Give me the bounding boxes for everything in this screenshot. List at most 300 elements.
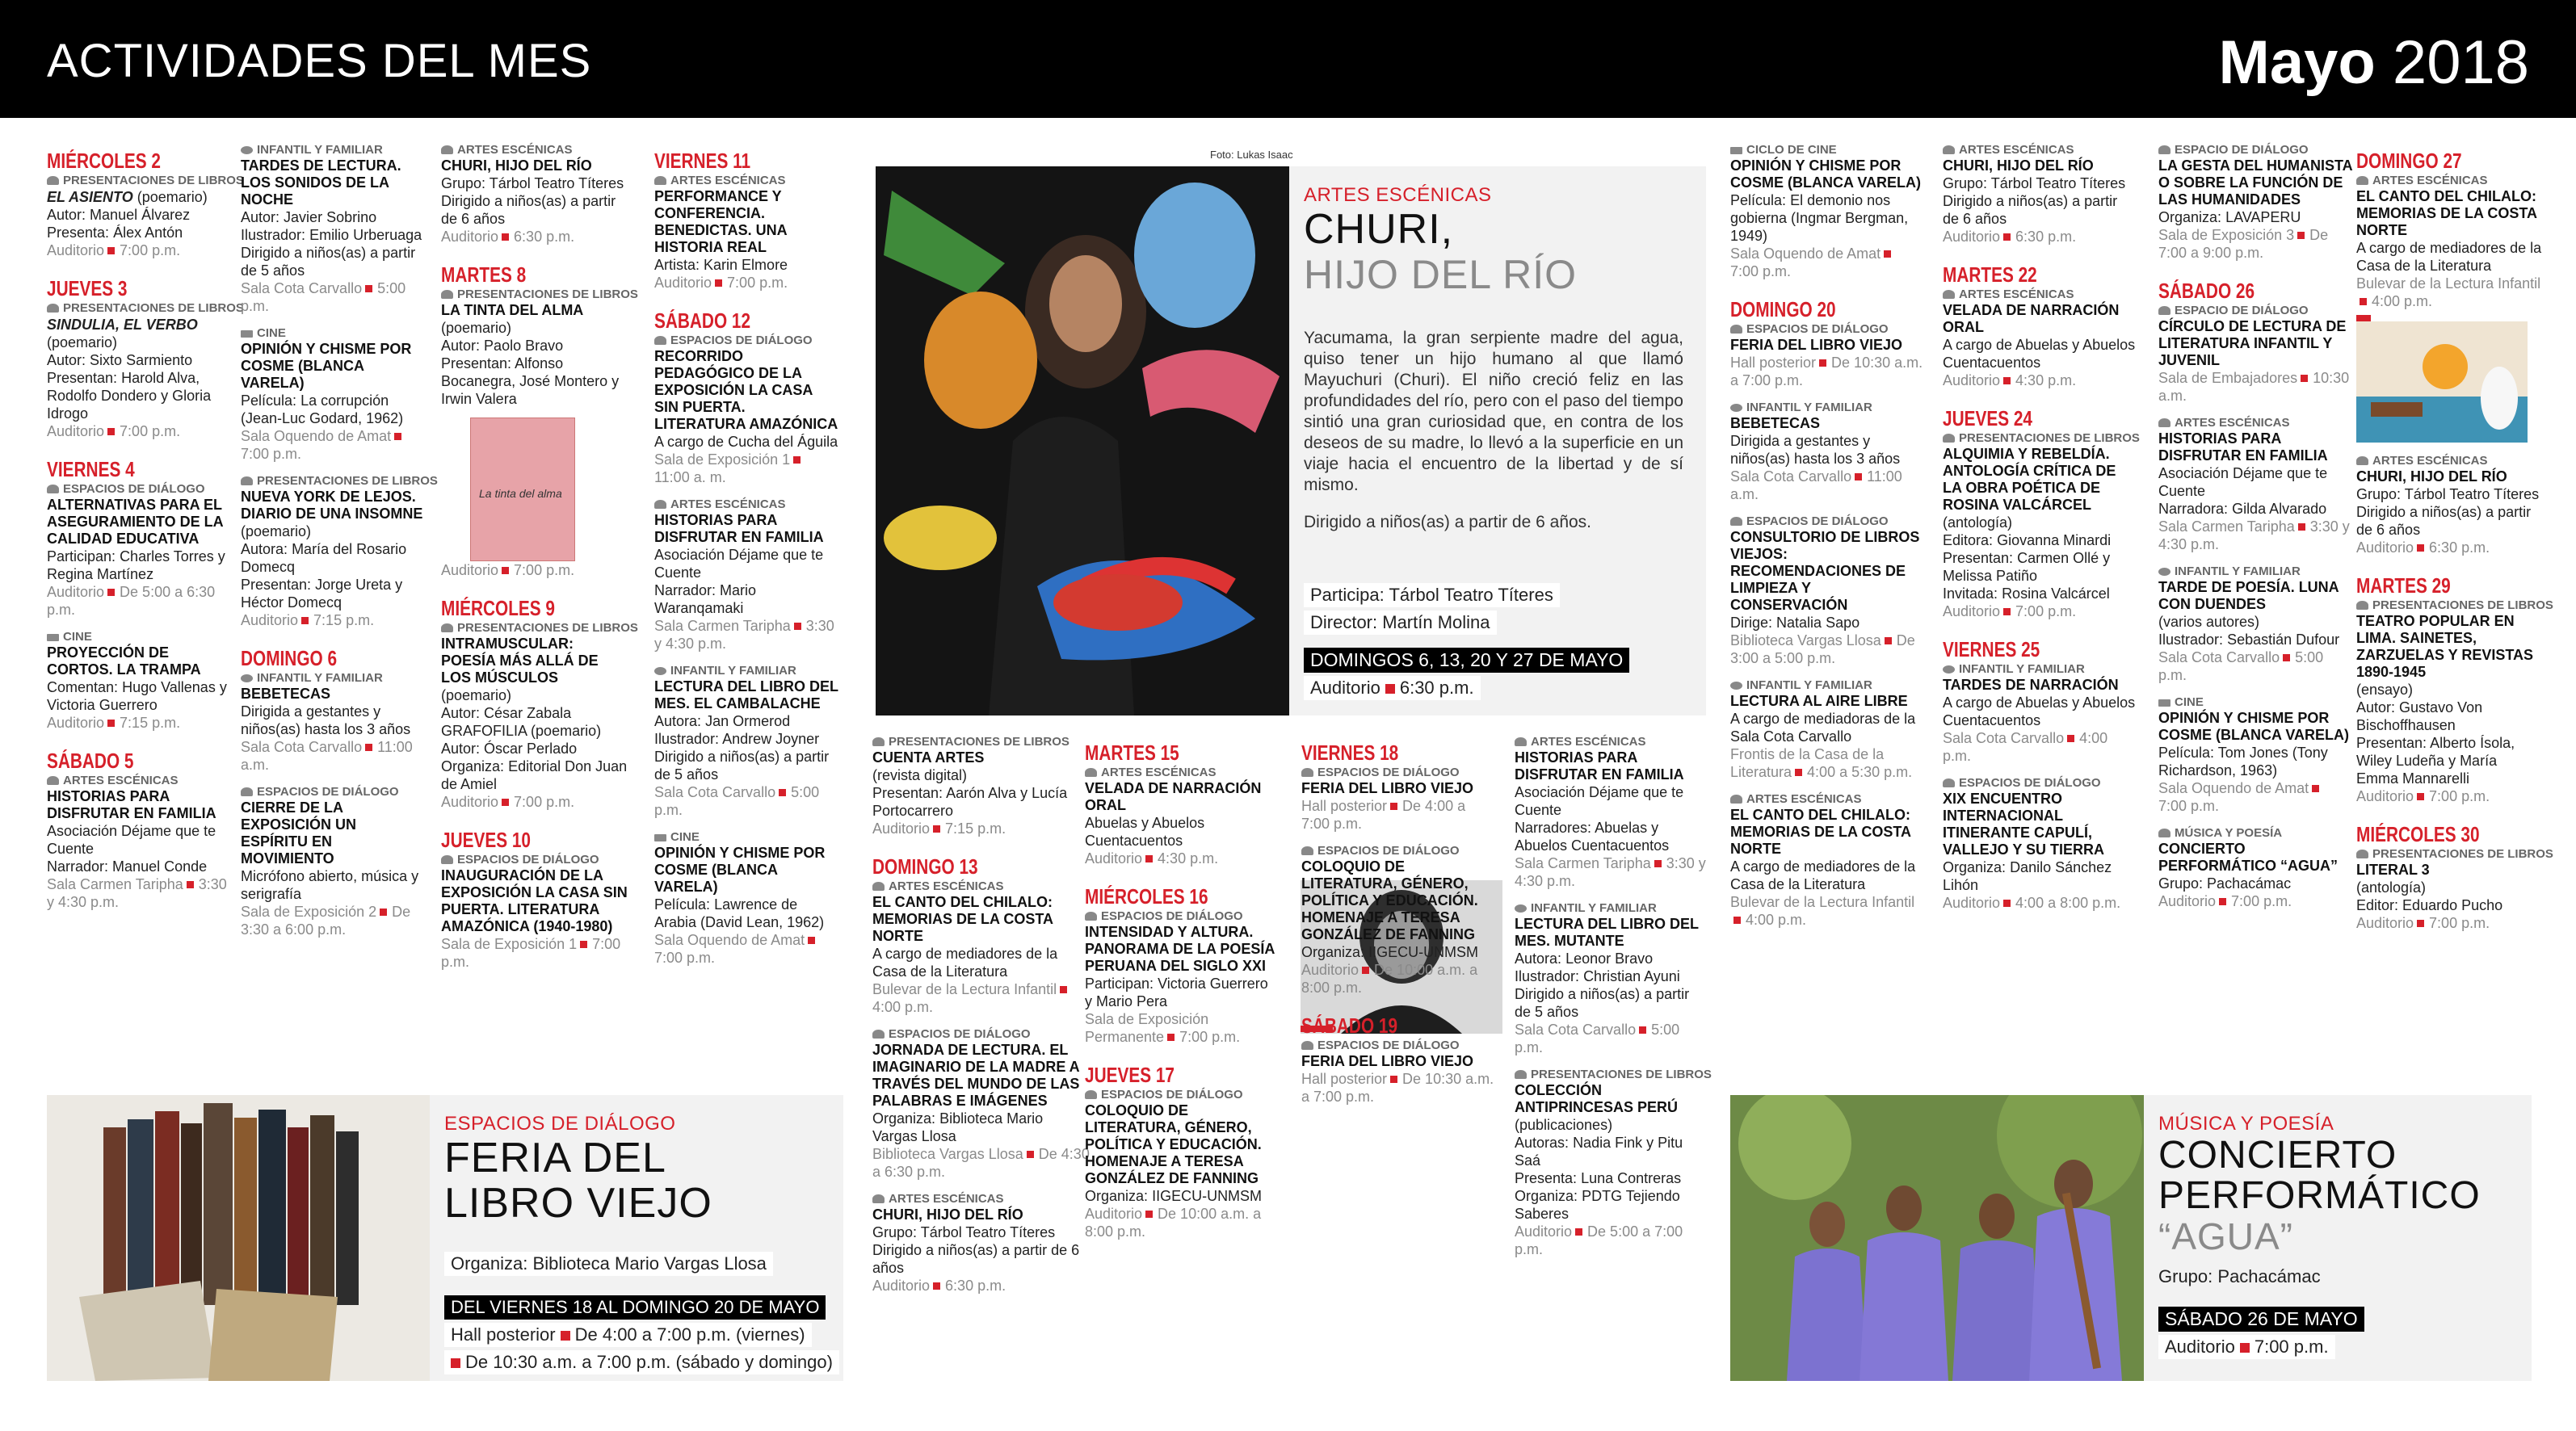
- event-detail: Presentan: Aarón Alva y Lucía Portocarrero: [872, 785, 1068, 819]
- category-icon: [47, 176, 59, 185]
- event-location: Sala Oquendo de Amat7:00 p.m.: [241, 427, 427, 463]
- event-title: INAUGURACIÓN DE LA EXPOSICIÓN LA CASA SIN PUERTA. LITERATURA AMAZÓNICA (1940-1980): [441, 867, 628, 934]
- event-detail: Dirigido a niños(as) a partir de 5 años: [241, 245, 416, 279]
- event-location: Auditorio 7:00 p.m.: [47, 242, 181, 258]
- feature-director: Director: Martín Molina: [1304, 611, 1497, 635]
- event-item: [2158, 416, 2352, 553]
- event-detail: Película: Tom Jones (Tony Richardson, 1963): [2158, 745, 2328, 778]
- churi-feature: [1289, 166, 1706, 716]
- event-day: MIÉRCOLES 16: [1085, 884, 1208, 909]
- event-detail: EL ASIENTO (poemario): [47, 189, 208, 205]
- event-location: Auditorio 4:30 p.m.: [1085, 850, 1219, 867]
- event-item: [1943, 776, 2137, 912]
- feature-title: CONCIERTO: [2158, 1134, 2397, 1177]
- event-category: PRESENTACIONES DE LIBROS: [441, 287, 628, 302]
- event-detail: Presentan: Harold Alva, Rodolfo Dondero y Gloria Idrogo: [47, 370, 212, 422]
- event-detail: A cargo de Abuelas y Abuelos Cuentacuentos: [1943, 695, 2136, 728]
- event-day: MIÉRCOLES 9: [441, 596, 555, 620]
- event-detail: Ilustrador: Sebastián Dufour: [2158, 632, 2340, 648]
- event-detail: (poemario): [47, 334, 118, 350]
- month-year: [2219, 27, 2529, 98]
- event-detail: Narradora: Gilda Alvarado: [2158, 501, 2327, 517]
- film-icon: [47, 634, 59, 641]
- event-location: Biblioteca Vargas Llosa De 3:00 a 5:00 p.m.: [1730, 632, 1915, 666]
- event-detail: Dirigida a gestantes y niños(as) hasta los 3 años: [241, 703, 411, 737]
- event-day: DOMINGO 13: [872, 854, 978, 879]
- event-title: EL CANTO DEL CHILALO: MEMORIAS DE LA COSTA NORTE: [1730, 807, 1911, 857]
- event-detail: GRAFOFILIA (poemario): [441, 723, 602, 739]
- event-detail: Asociación Déjame que te Cuente: [1515, 784, 1684, 818]
- event-item: [241, 143, 427, 315]
- event-detail: Editora: Giovanna Minardi: [1943, 532, 2112, 548]
- event-title: BEBETECAS: [1730, 415, 1821, 431]
- event-item: [872, 1027, 1090, 1181]
- feature-category: ESPACIOS DE DIÁLOGO: [444, 1113, 676, 1135]
- event-category: ARTES ESCÉNICAS: [2356, 174, 2542, 188]
- event-detail: (revista digital): [872, 767, 968, 783]
- category-icon: [241, 787, 253, 796]
- event-location: Sala Cota Carvallo 11:00 a.m.: [1730, 468, 1902, 502]
- event-item: [241, 671, 427, 774]
- event-category: ARTES ESCÉNICAS: [2158, 416, 2352, 430]
- event-title: VELADA DE NARRACIÓN ORAL: [1943, 302, 2120, 335]
- event-location: Sala Carmen Taripha 3:30 y 4:30 p.m.: [1515, 855, 1706, 889]
- event-category: ESPACIOS DE DIÁLOGO: [654, 334, 840, 348]
- event-category: ESPACIOS DE DIÁLOGO: [1301, 766, 1495, 780]
- event-detail: A cargo de Abuelas y Abuelos Cuentacuentos: [1943, 337, 2136, 371]
- event-detail: Grupo: Tárbol Teatro Títeres: [872, 1224, 1056, 1240]
- family-icon: [241, 674, 253, 682]
- event-title: TARDES DE NARRACIÓN: [1943, 677, 2119, 693]
- event-location: Sala de Exposición 3 De 7:00 a 9:00 p.m.: [2158, 227, 2329, 261]
- event-category: PRESENTACIONES DE LIBROS: [241, 474, 427, 489]
- event-detail: Dirigido a niños(as) a partir de 6 años: [441, 193, 616, 227]
- book-cover: La tinta del alma: [470, 418, 575, 561]
- event-detail: A cargo de mediadores de la Casa de la Literatura: [872, 946, 1058, 980]
- event-title: LA TINTA DEL ALMA: [441, 302, 584, 318]
- event-detail: Organiza: IIGECU-UNMSM: [1085, 1188, 1263, 1204]
- event-detail: Autora: Leonor Bravo: [1515, 951, 1654, 967]
- event-location: Frontis de la Casa de la Literatura 4:00 a 5:30 p.m.: [1730, 746, 1913, 780]
- event-title: ALQUIMIA Y REBELDÍA. ANTOLOGÍA CRÍTICA DE LA OBRA POÉTICA DE ROSINA VALCÁRCEL: [1943, 446, 2116, 513]
- family-icon: [241, 146, 253, 154]
- event-detail: Autor: César Zabala: [441, 705, 572, 721]
- category-icon: [1301, 846, 1313, 855]
- event-item: [1730, 322, 1924, 389]
- event-detail: Autora: María del Rosario Domecq: [241, 541, 407, 575]
- event-item: [47, 301, 244, 440]
- event-title: HISTORIAS PARA DISFRUTAR EN FAMILIA: [2158, 430, 2328, 464]
- feature-age: Dirigido a niños(as) a partir de 6 años.: [1304, 513, 1592, 531]
- category-icon: [2356, 176, 2368, 185]
- event-location: Auditorio 6:30 p.m.: [1943, 229, 2077, 245]
- event-item: [654, 174, 840, 292]
- event-location: Auditorio De 10:00 a.m. a 8:00 p.m.: [1085, 1206, 1262, 1240]
- event-title: CHURI, HIJO DEL RÍO: [2356, 468, 2507, 485]
- event-day: JUEVES 3: [47, 276, 128, 300]
- event-item: [1301, 766, 1495, 833]
- event-detail: Dirigido a niños(as) a partir de 6 años: [2356, 504, 2532, 538]
- event-location: Sala de Exposición 2 De 3:30 a 6:00 p.m.: [241, 904, 411, 938]
- event-item: [441, 287, 638, 579]
- event-detail: Asociación Déjame que te Cuente: [47, 823, 216, 857]
- feature-title-3: “AGUA”: [2158, 1215, 2293, 1257]
- event-location: Sala de Exposición 1 7:00 p.m.: [441, 936, 621, 970]
- event-day: MIÉRCOLES 30: [2356, 822, 2480, 846]
- event-detail: Película: El demonio nos gobierna (Ingmar Bergman, 1949): [1730, 192, 1909, 244]
- event-category: PRESENTACIONES DE LIBROS: [1943, 431, 2137, 446]
- event-column: [47, 132, 244, 911]
- event-detail: Abuelas y Abuelos Cuentacuentos: [1085, 815, 1205, 849]
- event-location: Sala Cota Carvallo 11:00 a.m.: [241, 739, 413, 773]
- chilalo-illustration: [2356, 321, 2528, 443]
- event-item: [47, 482, 233, 619]
- event-title: ALTERNATIVAS PARA EL ASEGURAMIENTO DE LA CALIDAD EDUCATIVA: [47, 497, 224, 547]
- event-category: ARTES ESCÉNICAS: [1730, 792, 1924, 807]
- category-icon: [1515, 1070, 1527, 1079]
- event-category: CINE: [241, 326, 427, 341]
- category-icon: [654, 336, 666, 345]
- category-icon: [1515, 737, 1527, 746]
- churi-photo: [876, 166, 1289, 716]
- event-title: LECTURA AL AIRE LIBRE: [1730, 693, 1908, 709]
- category-icon: [441, 290, 453, 299]
- category-icon: [441, 855, 453, 864]
- event-item: [1085, 909, 1279, 1046]
- event-category: ESPACIOS DE DIÁLOGO: [1301, 1039, 1495, 1053]
- feature-body: Yacumama, la gran serpiente madre del agua, quiso tener un hijo humano al que llamó Mayuchuri (Churi). El niño creció feliz en las profundidades del río, pero con el paso del tiempo sintió una gran curiosidad que, en contra de los deseos de su madre, lo llevó a la superficie en un viaje hacia el encuentro de la libertad y de sí mismo.: [1304, 329, 1683, 494]
- event-title: XIX ENCUENTRO INTERNACIONAL ITINERANTE CAPULÍ, VALLEJO Y SU TIERRA: [1943, 791, 2105, 858]
- feature-time-2: De 10:30 a.m. a 7:00 p.m. (sábado y domingo): [444, 1350, 839, 1374]
- event-category: CINE: [47, 630, 233, 644]
- event-category: INFANTIL Y FAMILIAR: [241, 671, 427, 686]
- category-icon: [872, 1030, 885, 1039]
- event-item: [241, 474, 438, 629]
- event-category: ARTES ESCÉNICAS: [1085, 766, 1279, 780]
- category-icon: [1943, 434, 1955, 443]
- event-location: Auditorio 6:30 p.m.: [2356, 539, 2490, 556]
- event-detail: Dirigida a gestantes y niños(as) hasta los 3 años: [1730, 433, 1901, 467]
- category-icon: [441, 145, 453, 154]
- event-day: VIERNES 4: [47, 457, 135, 481]
- category-icon: [872, 737, 885, 746]
- event-category: ARTES ESCÉNICAS: [2356, 454, 2542, 468]
- event-item: [872, 1192, 1090, 1295]
- event-title: PROYECCIÓN DE CORTOS. LA TRAMPA: [47, 644, 201, 678]
- event-title: OPINIÓN Y CHISME POR COSME (BLANCA VARELA): [1730, 157, 1921, 191]
- event-detail: Presentan: Carmen Ollé y Melissa Patiño: [1943, 550, 2111, 584]
- month: Mayo: [2218, 28, 2376, 97]
- event-item: [441, 143, 628, 245]
- event-detail: Autor: Óscar Perlado: [441, 741, 578, 757]
- event-detail: Autor: Paolo Bravo: [441, 338, 564, 354]
- event-item: [1943, 287, 2137, 389]
- event-detail: Grupo: Tárbol Teatro Títeres: [441, 175, 624, 191]
- event-category: INFANTIL Y FAMILIAR: [241, 143, 427, 157]
- event-item: [2356, 454, 2542, 556]
- event-title: OPINIÓN Y CHISME POR COSME (BLANCA VARELA): [241, 341, 412, 391]
- feature-time-1: Hall posterior De 4:00 a 7:00 p.m. (viernes): [444, 1323, 812, 1347]
- feature-participa: Participa: Tárbol Teatro Títeres: [1304, 583, 1560, 607]
- event-detail: Organiza: Biblioteca Mario Vargas Llosa: [872, 1110, 1044, 1144]
- event-day: JUEVES 17: [1085, 1063, 1175, 1087]
- category-icon: [241, 476, 253, 485]
- event-detail: Presentan: Jorge Ureta y Héctor Domecq: [241, 577, 403, 611]
- event-location: Auditorio 7:00 p.m.: [2158, 893, 2292, 909]
- event-day: VIERNES 25: [1943, 637, 2040, 661]
- event-title: NUEVA YORK DE LEJOS. DIARIO DE UNA INSOMNE: [241, 489, 423, 522]
- feature-dates: DEL VIERNES 18 AL DOMINGO 20 DE MAYO: [444, 1295, 826, 1320]
- event-location: Sala Cota Carvallo 5:00 p.m.: [2158, 649, 2324, 683]
- event-day: SÁBADO 5: [47, 749, 134, 773]
- event-location: Auditorio 4:30 p.m.: [1943, 372, 2077, 388]
- family-icon: [654, 667, 666, 675]
- event-detail: (antología): [1943, 514, 2013, 531]
- event-detail: Participan: Victoria Guerrero y Mario Pera: [1085, 976, 1268, 1009]
- feature-category: MÚSICA Y POESÍA: [2158, 1113, 2334, 1135]
- event-category: ARTES ESCÉNICAS: [1943, 287, 2137, 302]
- event-location: Biblioteca Vargas Llosa De 4:30 a 6:30 p.m.: [872, 1146, 1090, 1180]
- year: 2018: [2392, 28, 2529, 97]
- event-detail: Presentan: Alberto Ísola, Wiley Ludeña y María Emma Mannarelli: [2356, 735, 2515, 787]
- event-location: Sala Carmen Taripha 3:30 y 4:30 p.m.: [2158, 518, 2350, 552]
- event-category: ESPACIOS DE DIÁLOGO: [441, 853, 628, 867]
- film-icon: [654, 834, 666, 841]
- event-title: INTENSIDAD Y ALTURA. PANORAMA DE LA POESÍA PERUANA DEL SIGLO XXI: [1085, 924, 1275, 974]
- event-item: [2158, 826, 2352, 910]
- feature-organiza: Organiza: Biblioteca Mario Vargas Llosa: [444, 1252, 773, 1276]
- event-title: TARDE DE POESÍA. LUNA CON DUENDES: [2158, 579, 2339, 612]
- event-item: [654, 664, 840, 819]
- event-column: [241, 132, 438, 938]
- event-item: [1301, 844, 1495, 997]
- event-detail: Grupo: Tárbol Teatro Títeres: [1943, 175, 2126, 191]
- event-item: [441, 621, 638, 811]
- category-icon: [2158, 829, 2170, 837]
- event-location: Sala de Exposición Permanente 7:00 p.m.: [1085, 1011, 1241, 1045]
- event-location: Auditorio 7:15 p.m.: [241, 612, 375, 628]
- event-detail: Autor: Javier Sobrino: [241, 209, 377, 225]
- event-category: INFANTIL Y FAMILIAR: [654, 664, 840, 678]
- event-title: TEATRO POPULAR EN LIMA. SAINETES, ZARZUELAS Y REVISTAS 1890-1945: [2356, 613, 2534, 680]
- event-column: [1301, 724, 1495, 1106]
- event-item: [1730, 143, 1924, 280]
- category-icon: [1085, 1090, 1097, 1099]
- event-detail: Editor: Eduardo Pucho: [2356, 897, 2503, 913]
- event-item: [47, 630, 233, 732]
- event-category: INFANTIL Y FAMILIAR: [2158, 564, 2352, 579]
- feature-venue: Auditorio 6:30 p.m.: [1304, 676, 1481, 700]
- event-detail: Dirigido a niños(as) a partir de 5 años: [1515, 986, 1690, 1020]
- event-detail: Narradores: Abuelas y Abuelos Cuentacuentos: [1515, 820, 1670, 854]
- event-category: ESPACIOS DE DIÁLOGO: [1730, 514, 1924, 529]
- event-title: COLECCIÓN ANTIPRINCESAS PERÚ: [1515, 1082, 1679, 1115]
- family-icon: [2158, 568, 2170, 576]
- event-location: Hall posterior De 10:30 a.m. a 7:00 p.m.: [1301, 1071, 1494, 1105]
- event-item: [2356, 598, 2553, 805]
- event-item: [654, 830, 840, 967]
- event-item: [47, 174, 244, 259]
- category-icon: [2158, 418, 2170, 427]
- event-day: MARTES 29: [2356, 573, 2451, 598]
- event-day: VIERNES 11: [654, 149, 751, 173]
- category-icon: [1301, 768, 1313, 777]
- event-category: ARTES ESCÉNICAS: [441, 143, 628, 157]
- event-detail: Organiza: Danilo Sánchez Lihón: [1943, 859, 2112, 893]
- event-category: INFANTIL Y FAMILIAR: [1943, 662, 2137, 677]
- event-item: [2158, 695, 2352, 815]
- category-icon: [1085, 912, 1097, 921]
- event-category: ESPACIOS DE DIÁLOGO: [241, 785, 427, 799]
- event-location: Sala Oquendo de Amat7:00 p.m.: [1730, 245, 1924, 280]
- event-day: SÁBADO 12: [654, 308, 751, 333]
- event-item: [47, 774, 233, 911]
- event-detail: (antología): [2356, 879, 2427, 896]
- event-detail: Dirige: Natalia Sapo: [1730, 615, 1860, 631]
- event-title: FERIA DEL LIBRO VIEJO: [1301, 780, 1474, 796]
- event-location: Auditorio De 5:00 a 6:30 p.m.: [47, 584, 216, 618]
- event-detail: Ilustrador: Andrew Joyner: [654, 731, 820, 747]
- event-item: [2356, 174, 2542, 443]
- event-column: [2356, 132, 2553, 932]
- feature-title-2: PERFORMÁTICO: [2158, 1174, 2481, 1217]
- event-location: Auditorio 7:00 p.m.: [2356, 915, 2490, 931]
- event-detail: Narrador: Manuel Conde: [47, 858, 208, 875]
- event-detail: Presentan: Alfonso Bocanegra, José Montero y Irwin Valera: [441, 355, 620, 407]
- feature-title: FERIA DEL: [444, 1135, 666, 1181]
- event-item: [1085, 766, 1279, 867]
- event-item: [1085, 1088, 1279, 1240]
- event-detail: Organiza: IIGECU-UNMSM: [1301, 944, 1479, 960]
- event-category: ESPACIOS DE DIÁLOGO: [1085, 1088, 1279, 1102]
- event-title: JORNADA DE LECTURA. EL IMAGINARIO DE LA MADRE A TRAVÉS DEL MUNDO DE LAS PALABRAS E IMÁGENES: [872, 1042, 1080, 1109]
- event-detail: Presenta: Álex Antón: [47, 225, 183, 241]
- event-category: CINE: [2158, 695, 2352, 710]
- page-title: ACTIVIDADES DEL MES: [47, 35, 592, 87]
- event-category: INFANTIL Y FAMILIAR: [1515, 901, 1708, 916]
- event-location: Auditorio 7:00 p.m.: [654, 275, 788, 291]
- event-detail: (poemario): [441, 687, 512, 703]
- event-title: EL CANTO DEL CHILALO: MEMORIAS DE LA COSTA NORTE: [872, 894, 1053, 944]
- category-icon: [47, 776, 59, 785]
- event-detail: Artista: Karin Elmore: [654, 257, 788, 273]
- event-category: ARTES ESCÉNICAS: [654, 497, 840, 512]
- event-title: BEBETECAS: [241, 686, 331, 702]
- event-column: [654, 132, 840, 967]
- event-category: ARTES ESCÉNICAS: [654, 174, 840, 188]
- event-category: PRESENTACIONES DE LIBROS: [872, 735, 1090, 749]
- event-title: EL CANTO DEL CHILALO: MEMORIAS DE LA COSTA NORTE: [2356, 188, 2537, 238]
- event-location: Auditorio 7:00 p.m.: [2356, 788, 2490, 804]
- event-location: Auditorio 7:00 p.m.: [47, 423, 181, 439]
- event-detail: Autor: Gustavo Von Bischoffhausen: [2356, 699, 2483, 733]
- event-category: PRESENTACIONES DE LIBROS: [47, 301, 233, 316]
- event-column: [1730, 132, 1924, 929]
- event-location: Bulevar de la Lectura Infantil4:00 p.m.: [2356, 275, 2541, 309]
- event-title: LECTURA DEL LIBRO DEL MES. EL CAMBALACHE: [654, 678, 838, 711]
- event-item: [1515, 735, 1708, 890]
- event-title: CONSULTORIO DE LIBROS VIEJOS: RECOMENDACIONES DE LIMPIEZA Y CONSERVACIÓN: [1730, 529, 1920, 613]
- event-detail: Presenta: Luna Contreras: [1515, 1170, 1682, 1186]
- category-icon: [1943, 145, 1955, 154]
- photo-credit: Foto: Lukas Isaac: [1210, 149, 1293, 161]
- event-item: [872, 879, 1090, 1016]
- event-detail: Asociación Déjame que te Cuente: [2158, 465, 2328, 499]
- event-title: OPINIÓN Y CHISME POR COSME (BLANCA VARELA): [654, 845, 826, 895]
- event-detail: Participan: Charles Torres y Regina Martínez: [47, 548, 225, 582]
- event-location: Sala de Embajadores 10:30 a.m.: [2158, 370, 2350, 404]
- category-icon: [2356, 456, 2368, 465]
- family-icon: [1730, 682, 1742, 690]
- event-title: LA GESTA DEL HUMANISTA O SOBRE LA FUNCIÓN DE LAS HUMANIDADES: [2158, 157, 2352, 208]
- feature-title-2: LIBRO VIEJO: [444, 1180, 712, 1227]
- event-detail: Dirigido a niños(as) a partir de 6 años: [1943, 193, 2118, 227]
- event-title: RECORRIDO PEDAGÓGICO DE LA EXPOSICIÓN LA CASA SIN PUERTA. LITERATURA AMAZÓNICA: [654, 348, 838, 432]
- event-title: COLOQUIO DE LITERATURA, GÉNERO, POLÍTICA Y EDUCACIÓN. HOMENAJE A TERESA GONZÁLEZ DE FANNING: [1301, 858, 1478, 942]
- event-detail: Narrador: Mario Waranqamaki: [654, 582, 757, 616]
- event-category: ARTES ESCÉNICAS: [1943, 143, 2137, 157]
- event-category: MÚSICA Y POESÍA: [2158, 826, 2352, 841]
- event-title: INTRAMUSCULAR: POESÍA MÁS ALLÁ DE LOS MÚSCULOS: [441, 636, 599, 686]
- event-location: Auditorio 7:15 p.m.: [872, 820, 1006, 837]
- event-location: Auditorio De 5:00 a 7:00 p.m.: [1515, 1223, 1683, 1257]
- event-category: PRESENTACIONES DE LIBROS: [2356, 598, 2542, 613]
- event-day: DOMINGO 6: [241, 646, 338, 670]
- event-detail: Organiza: Editorial Don Juan de Amiel: [441, 758, 628, 792]
- event-location: Sala Oquendo de Amat7:00 p.m.: [654, 931, 840, 967]
- event-detail: Ilustrador: Emilio Urberuaga: [241, 227, 422, 243]
- event-location: Auditorio 6:30 p.m.: [441, 229, 575, 245]
- event-title: CUENTA ARTES: [872, 749, 985, 766]
- event-detail: Asociación Déjame que te Cuente: [654, 547, 824, 581]
- feature-grupo: Grupo: Pachacámac: [2158, 1266, 2321, 1286]
- feature-dates: DOMINGOS 6, 13, 20 Y 27 DE MAYO: [1304, 648, 1629, 673]
- event-item: [1515, 1068, 1712, 1258]
- event-day: SÁBADO 19: [1301, 1013, 1398, 1038]
- event-detail: Invitada: Rosina Valcárcel: [1943, 585, 2110, 602]
- category-icon: [1730, 795, 1742, 804]
- family-icon: [1943, 665, 1955, 674]
- feature-dates: SÁBADO 26 DE MAYO: [2158, 1307, 2364, 1332]
- event-location: Auditorio 7:00 p.m.: [441, 562, 575, 578]
- event-day: MARTES 8: [441, 262, 527, 287]
- event-title: HISTORIAS PARA DISFRUTAR EN FAMILIA: [1515, 749, 1684, 783]
- category-icon: [1730, 517, 1742, 526]
- event-category: INFANTIL Y FAMILIAR: [1730, 401, 1924, 415]
- category-icon: [2158, 145, 2170, 154]
- category-icon: [2356, 850, 2368, 858]
- event-detail: Dirigido a niños(as) a partir de 6 años: [872, 1242, 1080, 1276]
- event-category: PRESENTACIONES DE LIBROS: [47, 174, 233, 188]
- event-column: [441, 132, 638, 971]
- event-detail: A cargo de mediadoras de la Sala Cota Carvallo: [1730, 711, 1916, 745]
- category-icon: [47, 304, 59, 313]
- event-title: TARDES DE LECTURA. LOS SONIDOS DE LA NOCHE: [241, 157, 401, 208]
- event-location: Sala de Exposición 111:00 a. m.: [654, 451, 840, 486]
- event-detail: A cargo de mediadores de la Casa de la Literatura: [2356, 240, 2542, 274]
- event-title: OPINIÓN Y CHISME POR COSME (BLANCA VARELA): [2158, 710, 2349, 743]
- event-detail: Autora: Jan Ormerod: [654, 713, 791, 729]
- event-column: [1085, 724, 1279, 1240]
- event-location: Sala Cota Carvallo 5:00 p.m.: [241, 280, 406, 314]
- event-detail: Dirigido a niños(as) a partir de 5 años: [654, 749, 830, 783]
- event-location: Auditorio 7:00 p.m.: [1943, 603, 2077, 619]
- event-location: Auditorio 7:00 p.m.: [441, 794, 575, 810]
- event-detail: (publicaciones): [1515, 1117, 1613, 1133]
- event-location: Auditorio De 10:00 a.m. a 8:00 p.m.: [1301, 962, 1478, 996]
- concierto-photo: [1730, 1095, 2144, 1381]
- event-title: LECTURA DEL LIBRO DEL MES. MUTANTE: [1515, 916, 1699, 949]
